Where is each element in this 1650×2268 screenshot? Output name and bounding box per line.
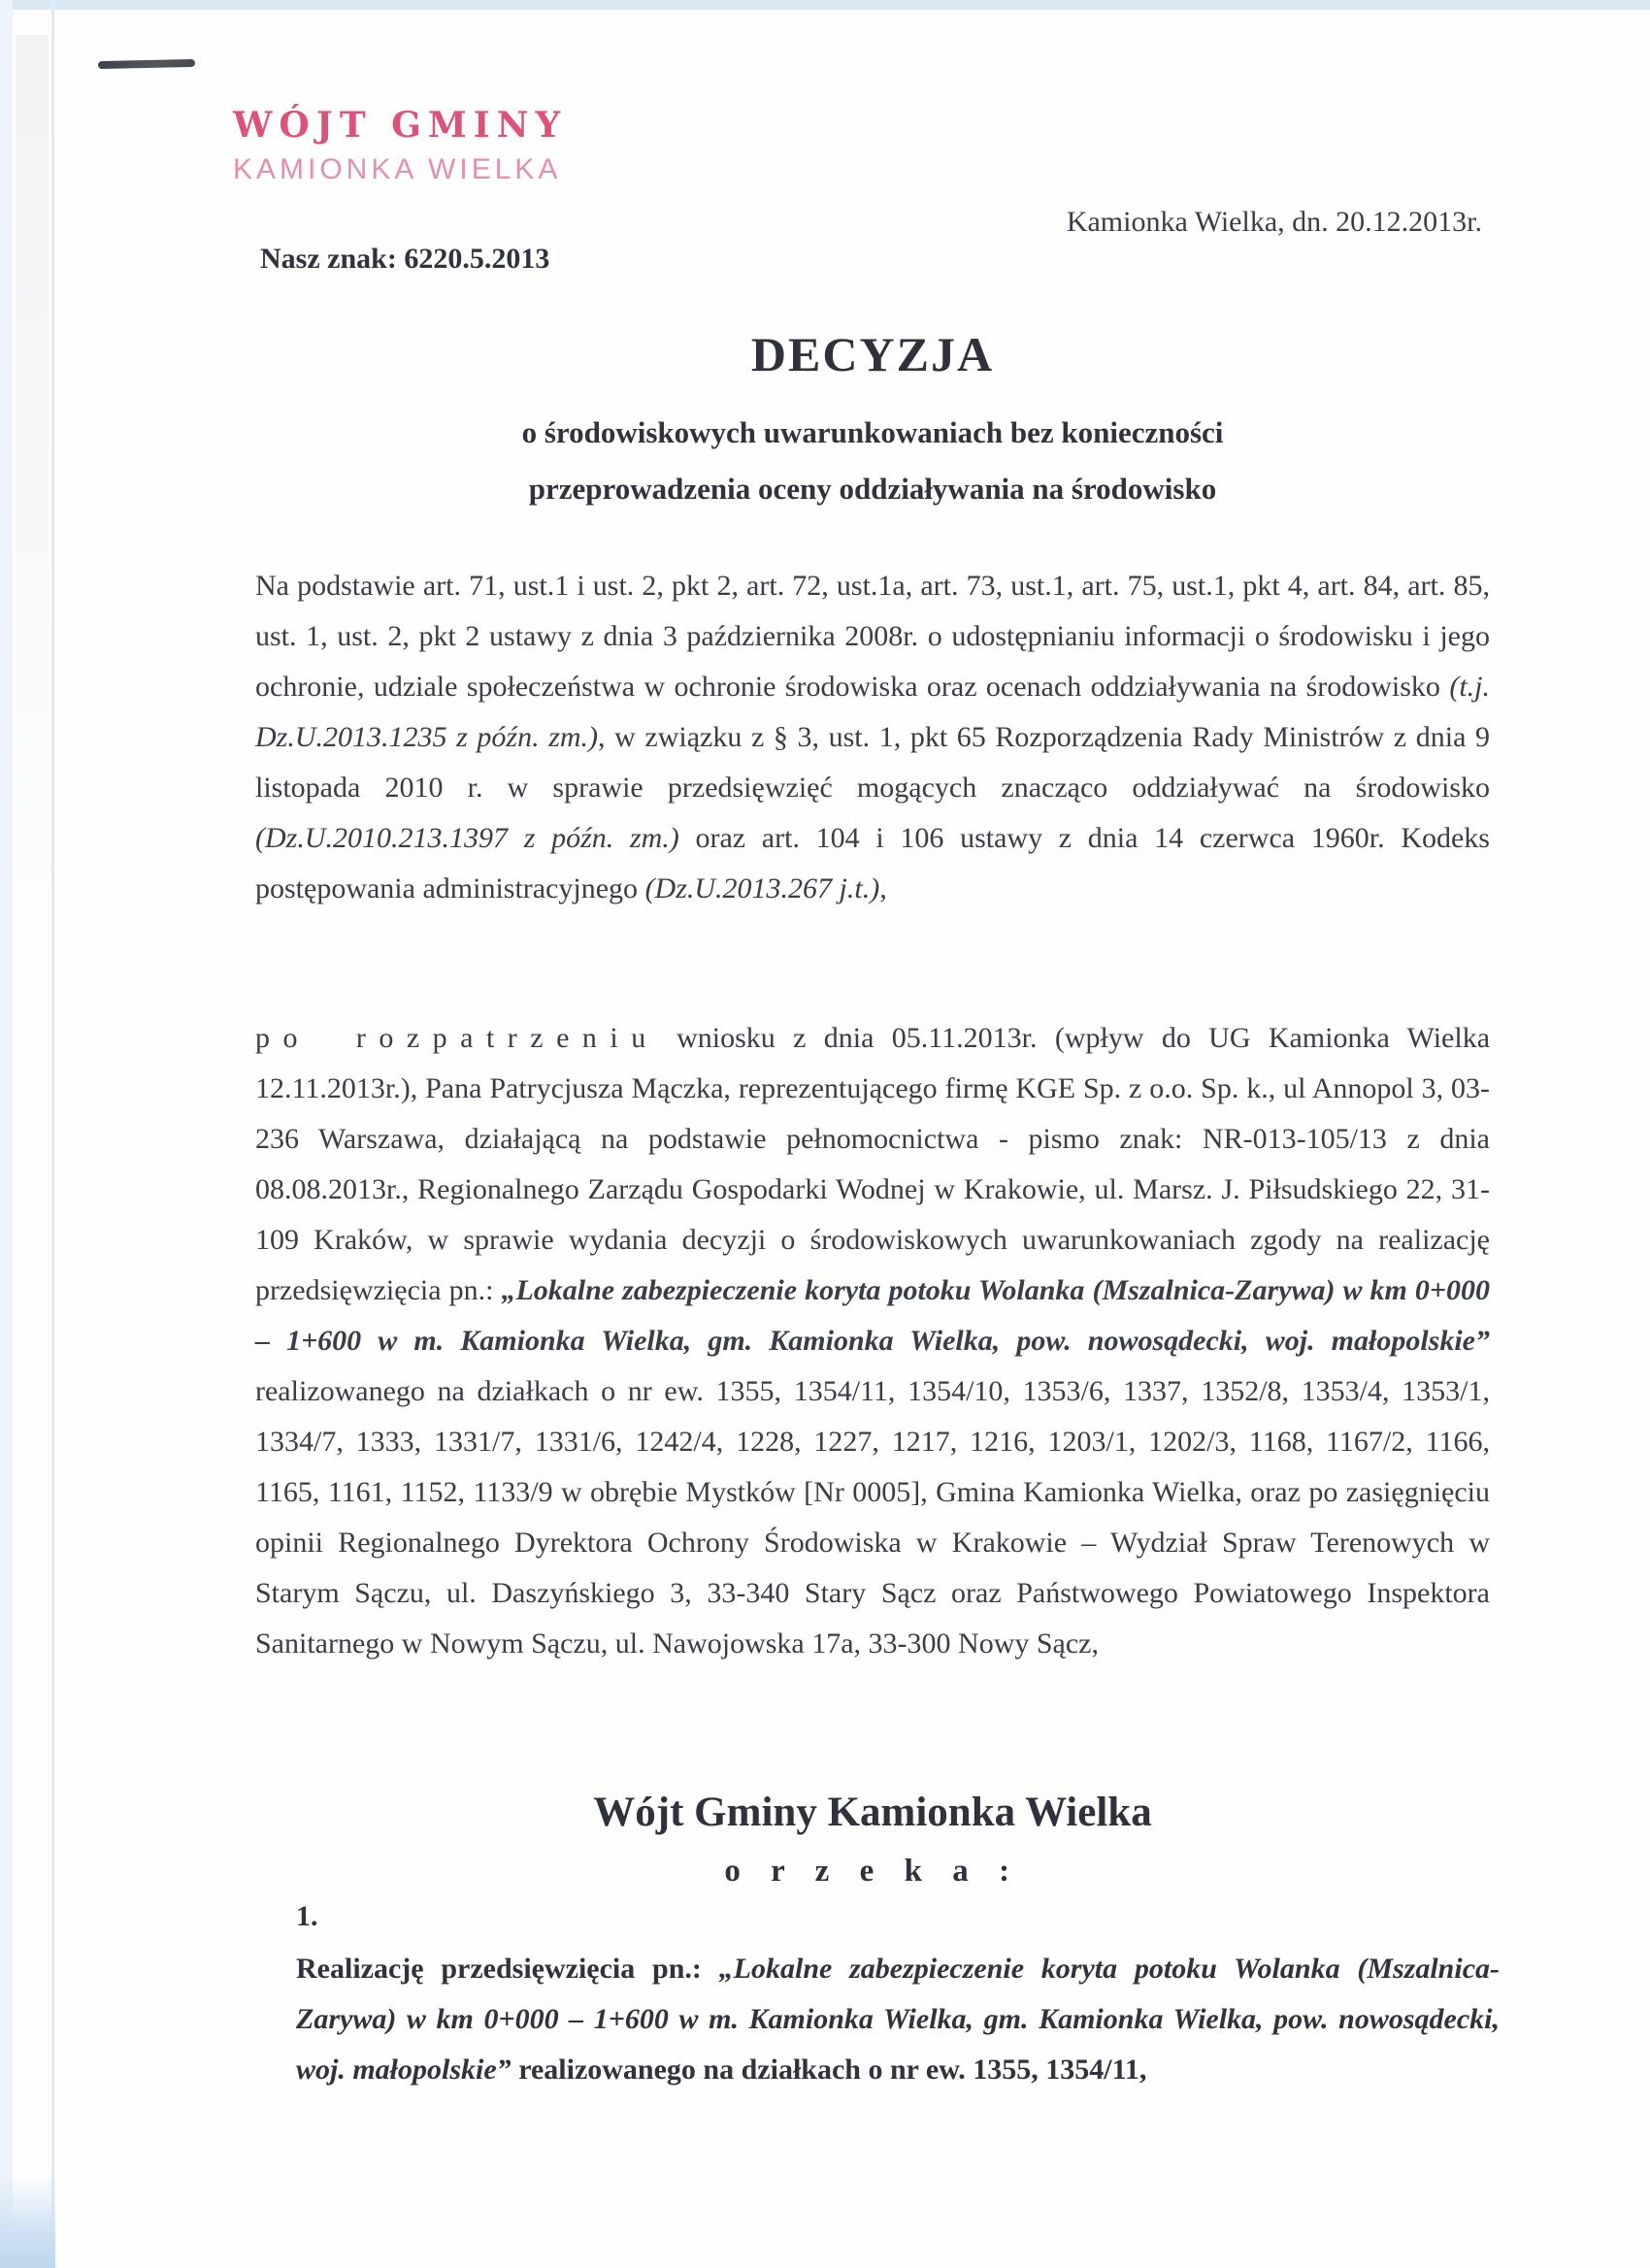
document-title: DECYZJA [750, 327, 995, 381]
scan-shadow [16, 35, 49, 986]
scan-edge-top [0, 0, 1650, 10]
decision-heading: Wójt Gminy Kamionka Wielka [593, 1790, 1152, 1835]
item1-number: 1. [296, 1900, 318, 1932]
date-line: Kamionka Wielka, dn. 20.12.2013r. [1066, 206, 1482, 238]
paragraph-application: po rozpatrzeniu wniosku z dnia 05.11.2013r. (wpływ do UG Kamionka Wielka 12.11.2013r.), Pana Patrycjusza Mączka, reprezentującego firmę KGE Sp. z o.o. Sp. k., ul Annopol 3, 03-236 Warszawa, działającą na podstawie pełnomocnictwa - pismo znak: NR-013-105/13 z dnia 08.08.2013r., Regionalnego Zarządu Gospodarki Wodnej w Krakowie, ul. Marsz. J. Piłsudskiego 22, 31-109 Kraków, w sprawie wydania decyzji o środowiskowych uwarunkowaniach zgody na realizację przedsięwzięcia pn.: „Lokalne zabezpieczenie koryta potoku Wolanka (Mszalnica-Zarywa) w km 0+000 – 1+600 w m. Kamionka Wielka, gm. Kamionka Wielka, pow. nowosądecki, woj. małopolskie” realizowanego na działkach o nr ew. 1355, 1354/11, 1354/10, 1353/6, 1337, 1352/8, 1353/4, 1353/1, 1334/7, 1333, 1331/7, 1331/6, 1242/4, 1228, 1227, 1217, 1216, 1203/1, 1202/3, 1168, 1167/2, 1166, 1165, 1161, 1152, 1133/9 w obrębie Mystków [Nr 0005], Gmina Kamionka Wielka, oraz po zasięgnięciu opinii Regionalnego Dyrektora Ochrony Środowiska w Krakowie – Wydział Spraw Terenowych w Starym Sączu, ul. Daszyńskiego 3, 33-340 Stary Sącz oraz Państwowego Powiatowego Inspektora Sanitarnego w Nowym Sączu, ul. Nawojowska 17a, 33-300 Nowy Sącz, [255, 1022, 1491, 1660]
document-subtitle-line1: o środowiskowych uwarunkowaniach bez konieczności [521, 415, 1224, 449]
paragraph-item1: Realizację przedsięwzięcia pn.: „Lokalne zabezpieczenie koryta potoku Wolanka (Mszalnica-Zarywa) w km 0+000 – 1+600 w m. Kamionka Wielka, gm. Kamionka Wielka, pow. nowosądecki, woj. małopolskie” realizowanego na działkach o nr ew. 1355, 1354/11, [296, 1953, 1501, 2086]
document-subtitle-line2: przeprowadzenia oceny oddziaływania na środowisko [528, 472, 1217, 506]
scan-edge-bottom-left [0, 2176, 55, 2268]
decision-orzeka: o r z e k a : [724, 1854, 1021, 1889]
reference-number: Nasz znak: 6220.5.2013 [260, 243, 550, 275]
scan-edge-left [0, 0, 13, 2268]
paragraph-legal-basis: Na podstawie art. 71, ust.1 i ust. 2, pkt 2, art. 72, ust.1a, art. 73, ust.1, art. 75, ust.1, pkt 4, art. 84, art. 85, ust. 1, ust. 2, pkt 2 ustawy z dnia 3 października 2008r. o udostępnianiu informacji o środowisku i jego ochronie, udziale społeczeństwa w ochronie środowiska oraz ocenach oddziaływania na środowisko (t.j. Dz.U.2013.1235 z późn. zm.), w związku z § 3, ust. 1, pkt 65 Rozporządzenia Rady Ministrów z dnia 9 listopada 2010 r. w sprawie przedsięwzięć mogących znacząco oddziaływać na środowisko (Dz.U.2010.213.1397 z późn. zm.) oraz art. 104 i 106 ustawy z dnia 14 czerwca 1960r. Kodeks postępowania administracyjnego (Dz.U.2013.267 j.t.), [255, 570, 1490, 904]
ink-mark [98, 59, 195, 69]
letterhead-stamp-line2: KAMIONKA WIELKA [233, 153, 562, 185]
letterhead-stamp-line1: WÓJT GMINY [233, 105, 568, 146]
scan-fold-line [51, 0, 54, 2268]
